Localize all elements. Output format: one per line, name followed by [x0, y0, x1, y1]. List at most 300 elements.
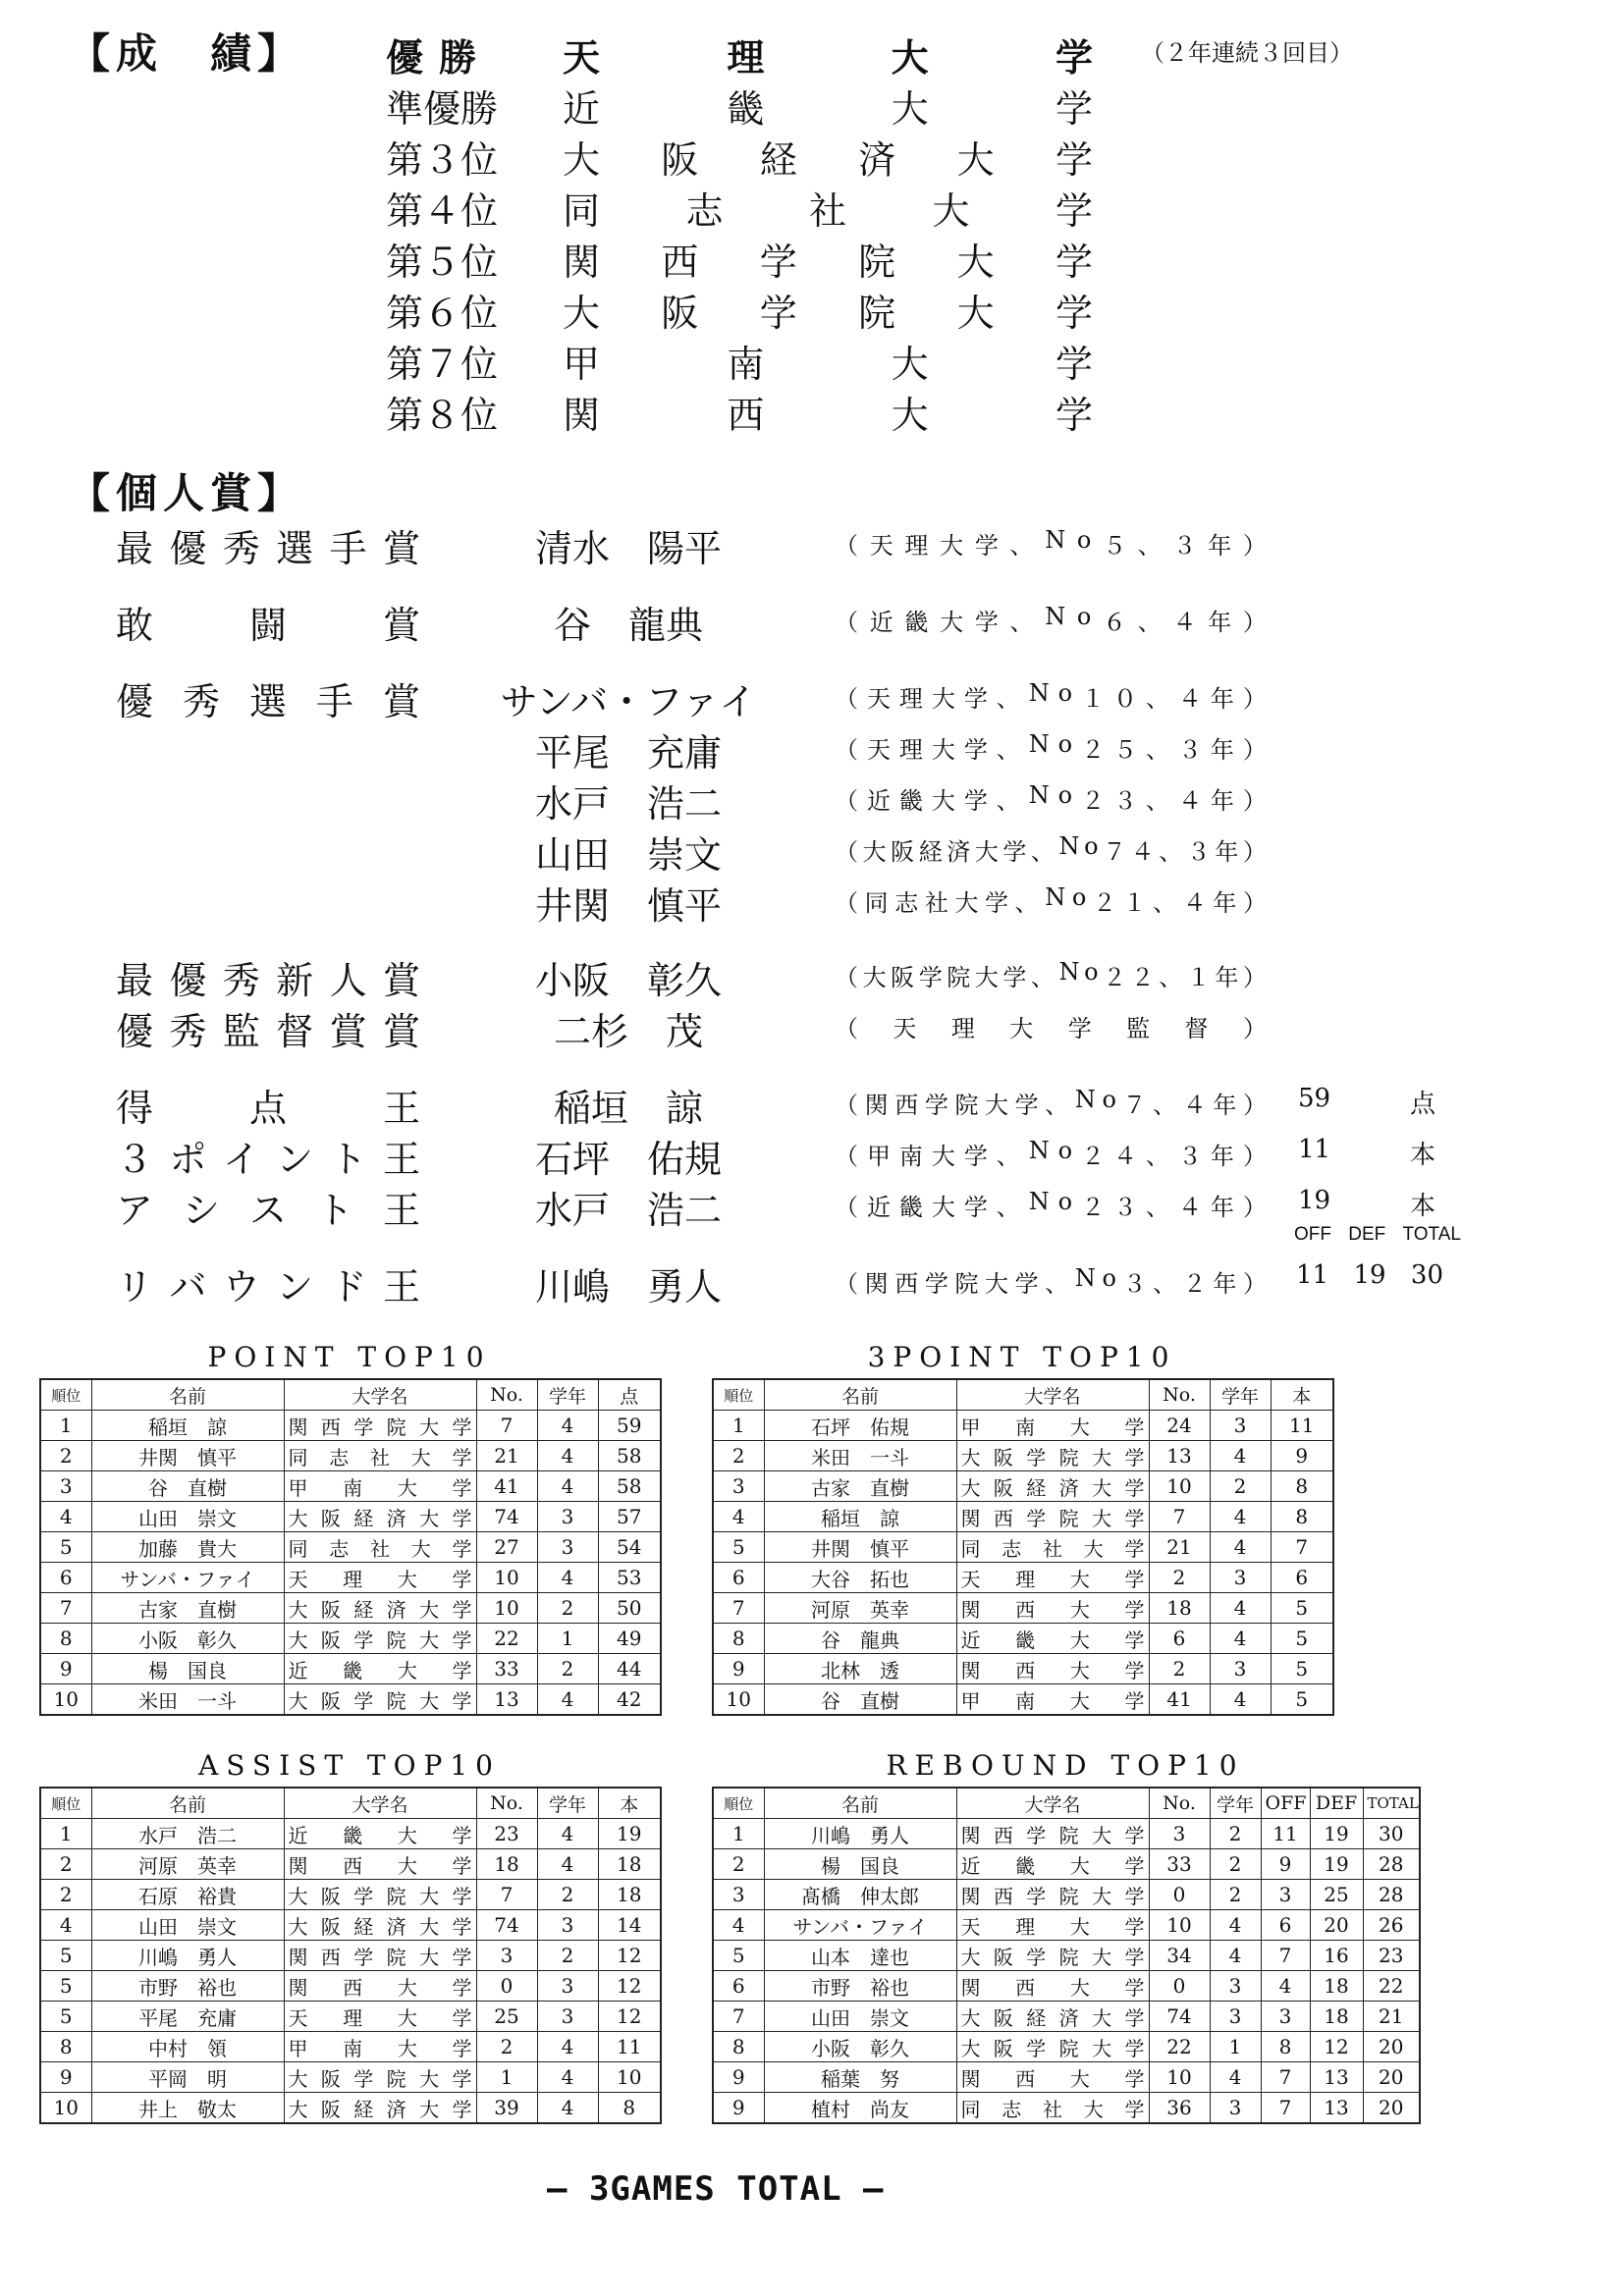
table-cell: 13	[1149, 1441, 1210, 1471]
column-header: No.	[476, 1379, 537, 1411]
table-row	[713, 1654, 1333, 1684]
award-winner-info: （ 近 畿 大 学 、 N o ２ ３ 、 ４ 年 ）	[835, 1188, 1267, 1221]
table-cell: 山本 達也	[764, 1941, 956, 1971]
table-cell: 23	[476, 1819, 537, 1849]
rebound-def-value: 19	[1353, 1260, 1386, 1290]
table-cell: 山田 崇文	[764, 2002, 956, 2032]
table-cell: 3	[713, 1880, 764, 1910]
table-row	[40, 2062, 661, 2093]
table-cell: 1	[1210, 2032, 1261, 2062]
table-header-row	[713, 1788, 1420, 1819]
table-cell: 関 西 学 院 大 学	[284, 1411, 476, 1441]
table-cell: 19	[598, 1819, 661, 1849]
table-cell: 近 畿 大 学	[284, 1654, 476, 1684]
table-cell: 1	[476, 2062, 537, 2093]
column-header: 名前	[764, 1379, 956, 1411]
award-stat	[1298, 1135, 1435, 1171]
table-cell: 5	[1271, 1624, 1333, 1654]
table-cell: 大谷 拓也	[764, 1563, 956, 1593]
table-cell: 古家 直樹	[764, 1471, 956, 1502]
table-cell: 1	[537, 1624, 598, 1654]
table-cell: 山田 崇文	[91, 1910, 284, 1941]
award-winner-name: 平尾 充庸	[534, 731, 722, 774]
table-cell: 関 西 大 学	[956, 1654, 1149, 1684]
table-cell: 2	[1210, 1849, 1261, 1880]
table-cell: 7	[1149, 1502, 1210, 1532]
table-cell: 植村 尚友	[764, 2093, 956, 2124]
table-cell: 19	[1310, 1819, 1363, 1849]
award-winner-name: 井関 慎平	[534, 884, 722, 928]
table-row	[713, 1441, 1333, 1471]
table-cell: 関 西 大 学	[956, 1971, 1149, 2002]
table-cell: 25	[1310, 1880, 1363, 1910]
table-cell: 6	[713, 1563, 764, 1593]
table-cell: 3	[537, 1532, 598, 1563]
table-cell: 12	[598, 1941, 661, 1971]
table-cell: 16	[1310, 1941, 1363, 1971]
table-row	[713, 1532, 1333, 1563]
table-cell: 市野 裕也	[91, 1971, 284, 2002]
table-cell: 関 西 大 学	[956, 1593, 1149, 1624]
table-cell: 10	[40, 1684, 91, 1716]
table-cell: 大 阪 経 済 大 学	[284, 1502, 476, 1532]
table-cell: 4	[1210, 1624, 1271, 1654]
table-cell: 41	[1149, 1684, 1210, 1716]
table-row	[713, 1819, 1420, 1849]
table-cell: 3	[476, 1941, 537, 1971]
table-cell: 近 畿 大 学	[284, 1819, 476, 1849]
table-cell: 22	[1363, 1971, 1420, 2002]
table-row	[713, 1849, 1420, 1880]
table-cell: 7	[1271, 1532, 1333, 1563]
table-cell: 山田 崇文	[91, 1502, 284, 1532]
award-label: 最 優 秀 新 人 賞	[116, 959, 420, 1002]
table-cell: 5	[40, 1941, 91, 1971]
table-cell: 41	[476, 1471, 537, 1502]
table-cell: 谷 直樹	[764, 1684, 956, 1716]
award-winner-name: サンバ・ファイ	[500, 680, 757, 723]
column-header: 大学名	[956, 1788, 1149, 1819]
assist-table-title: ASSIST TOP10	[197, 1749, 501, 1782]
table-cell: 24	[1149, 1411, 1210, 1441]
award-winner-info: （ 大 阪 学 院 大 学 、 N o ２ ２ 、 １ 年 ）	[835, 958, 1267, 991]
column-header: 名前	[91, 1788, 284, 1819]
table-cell: 8	[713, 1624, 764, 1654]
three-table-title: 3POINT TOP10	[867, 1341, 1177, 1373]
award-winner-info: （ 天 理 大 学 監 督 ）	[835, 1015, 1267, 1042]
column-header: 順位	[713, 1788, 764, 1819]
column-header: No.	[1149, 1788, 1210, 1819]
table-cell: 4	[40, 1910, 91, 1941]
table-cell: 3	[1210, 2093, 1261, 2124]
table-cell: 26	[1363, 1910, 1420, 1941]
table-cell: 2	[713, 1441, 764, 1471]
table-cell: 9	[713, 2093, 764, 2124]
table-cell: 4	[537, 2062, 598, 2093]
table-cell: 2	[537, 1593, 598, 1624]
table-cell: 近 畿 大 学	[956, 1624, 1149, 1654]
table-cell: 20	[1310, 1910, 1363, 1941]
award-winner-name: 谷 龍典	[553, 604, 703, 647]
table-cell: 10	[40, 2093, 91, 2124]
table-cell: 中村 領	[91, 2032, 284, 2062]
table-cell: 井関 慎平	[91, 1441, 284, 1471]
table-cell: 大 阪 学 院 大 学	[284, 1624, 476, 1654]
award-label: 優 秀 監 督 賞 賞	[116, 1010, 420, 1053]
award-winner-name: 石坪 佑規	[534, 1138, 722, 1181]
result-university: 同 志 社 大 学	[563, 189, 1093, 233]
table-row	[713, 1502, 1333, 1532]
result-rank: 第８位	[386, 394, 499, 437]
table-cell: 25	[476, 2002, 537, 2032]
table-row	[713, 1880, 1420, 1910]
awards-heading: 【個人賞】	[69, 469, 305, 517]
table-cell: 3	[40, 1471, 91, 1502]
result-university: 関 西 大 学	[563, 394, 1093, 437]
table-cell: 谷 龍典	[764, 1624, 956, 1654]
table-cell: 谷 直樹	[91, 1471, 284, 1502]
table-cell: 6	[1149, 1624, 1210, 1654]
table-cell: 4	[1261, 1971, 1310, 2002]
award-winner-name: 水戸 浩二	[534, 782, 722, 826]
table-cell: 13	[1310, 2062, 1363, 2093]
table-cell: 4	[537, 1411, 598, 1441]
result-rank: 第６位	[386, 292, 499, 335]
table-row	[713, 1563, 1333, 1593]
award-label: 最 優 秀 選 手 賞	[116, 527, 420, 570]
table-cell: 12	[1310, 2032, 1363, 2062]
table-row	[713, 1941, 1420, 1971]
award-stat-unit: 点	[1409, 1090, 1435, 1119]
table-cell: 関 西 学 院 大 学	[956, 1880, 1149, 1910]
table-cell: 2	[1149, 1563, 1210, 1593]
column-header: 本	[598, 1788, 661, 1819]
table-cell: 5	[40, 1532, 91, 1563]
table-row	[40, 1849, 661, 1880]
table-cell: 21	[1363, 2002, 1420, 2032]
table-cell: 4	[1210, 1941, 1261, 1971]
table-cell: 18	[1310, 1971, 1363, 2002]
award-winner-info: （ 関 西 学 院 大 学 、 N o ３ 、 ２ 年 ）	[835, 1264, 1267, 1298]
table-cell: 2	[537, 1941, 598, 1971]
table-cell: 0	[1149, 1971, 1210, 2002]
rebound-total-label: TOTAL	[1402, 1224, 1461, 1245]
column-header: No.	[476, 1788, 537, 1819]
table-cell: 5	[1271, 1654, 1333, 1684]
table-cell: 20	[1363, 2032, 1420, 2062]
table-cell: 58	[598, 1471, 661, 1502]
table-row	[713, 1411, 1333, 1441]
table-cell: 34	[1149, 1941, 1210, 1971]
table-row	[713, 2062, 1420, 2093]
award-winner-info: （ 甲 南 大 学 、 N o ２ ４ 、 ３ 年 ）	[835, 1137, 1267, 1170]
table-row	[40, 1411, 661, 1441]
table-cell: 天 理 大 学	[956, 1563, 1149, 1593]
table-cell: 2	[40, 1880, 91, 1910]
table-row	[713, 2032, 1420, 2062]
column-header: OFF	[1261, 1788, 1310, 1819]
table-cell: 4	[537, 1684, 598, 1716]
rebound-total-value: 30	[1410, 1260, 1443, 1290]
result-university: 大 阪 経 済 大 学	[563, 138, 1093, 182]
table-cell: 18	[598, 1880, 661, 1910]
table-cell: 石原 裕貴	[91, 1880, 284, 1910]
table-cell: 27	[476, 1532, 537, 1563]
table-cell: 21	[476, 1441, 537, 1471]
table-cell: 平岡 明	[91, 2062, 284, 2093]
table-row	[40, 1819, 661, 1849]
table-cell: 3	[1210, 1563, 1271, 1593]
column-header: 本	[1271, 1379, 1333, 1411]
award-stat-value: 11	[1298, 1135, 1331, 1164]
table-cell: 4	[1210, 1684, 1271, 1716]
award-stat-value: 19	[1298, 1186, 1331, 1215]
table-cell: 天 理 大 学	[284, 2002, 476, 2032]
table-cell: 3	[1261, 2002, 1310, 2032]
table-cell: 10	[598, 2062, 661, 2093]
table-cell: 4	[1210, 1910, 1261, 1941]
result-university: 天 理 大 学	[563, 36, 1093, 80]
award-winner-name: 二杉 茂	[553, 1010, 703, 1053]
table-cell: 2	[537, 1654, 598, 1684]
table-cell: 50	[598, 1593, 661, 1624]
table-cell: 14	[598, 1910, 661, 1941]
table-cell: 22	[1149, 2032, 1210, 2062]
table-cell: 4	[537, 1819, 598, 1849]
column-header: DEF	[1310, 1788, 1363, 1819]
results-heading: 【成 績】	[69, 29, 305, 78]
award-winner-info: （ 大 阪 経 済 大 学 、 N o ７ ４ 、 ３ 年 ）	[835, 832, 1267, 866]
table-cell: 11	[598, 2032, 661, 2062]
table-cell: 井上 敬太	[91, 2093, 284, 2124]
table-cell: 18	[476, 1849, 537, 1880]
table-cell: 近 畿 大 学	[956, 1849, 1149, 1880]
column-header: 点	[598, 1379, 661, 1411]
three-point-top10-table	[712, 1378, 1334, 1716]
table-cell: 関 西 学 院 大 学	[956, 1502, 1149, 1532]
table-cell: 11	[1261, 1819, 1310, 1849]
table-row	[713, 1684, 1333, 1716]
table-cell: 4	[1210, 1593, 1271, 1624]
column-header: 大学名	[284, 1379, 476, 1411]
award-winner-info: （ 天 理 大 学 、 N o １ ０ 、 ４ 年 ）	[835, 679, 1267, 713]
column-header: 順位	[713, 1379, 764, 1411]
table-cell: 13	[1310, 2093, 1363, 2124]
result-rank: 第４位	[386, 189, 499, 233]
table-cell: 28	[1363, 1849, 1420, 1880]
award-stat	[1298, 1186, 1435, 1222]
table-row	[40, 2093, 661, 2124]
table-cell: 3	[537, 1502, 598, 1532]
table-row	[713, 1471, 1333, 1502]
table-cell: 3	[1210, 1971, 1261, 2002]
table-cell: 1	[713, 1411, 764, 1441]
table-cell: 10	[476, 1563, 537, 1593]
table-cell: 川嶋 勇人	[764, 1819, 956, 1849]
table-cell: 49	[598, 1624, 661, 1654]
table-cell: 同 志 社 大 学	[956, 1532, 1149, 1563]
table-cell: 3	[713, 1471, 764, 1502]
table-cell: 井関 慎平	[764, 1532, 956, 1563]
award-winner-name: 山田 崇文	[534, 833, 722, 877]
table-row	[40, 1593, 661, 1624]
table-cell: 4	[713, 1502, 764, 1532]
table-cell: 4	[1210, 1441, 1271, 1471]
point-table-title: POINT TOP10	[207, 1341, 492, 1373]
table-row	[40, 1910, 661, 1941]
table-cell: 9	[713, 2062, 764, 2093]
table-header-row	[40, 1379, 661, 1411]
table-cell: 12	[598, 1971, 661, 2002]
result-rank: 第５位	[386, 240, 499, 284]
table-cell: 10	[476, 1593, 537, 1624]
table-header-row	[713, 1379, 1333, 1411]
table-cell: サンバ・ファイ	[91, 1563, 284, 1593]
table-cell: 米田 一斗	[91, 1684, 284, 1716]
table-cell: 5	[1271, 1593, 1333, 1624]
table-cell: 2	[476, 2032, 537, 2062]
table-cell: 平尾 充庸	[91, 2002, 284, 2032]
table-cell: 39	[476, 2093, 537, 2124]
table-cell: 23	[1363, 1941, 1420, 1971]
table-cell: 関 西 大 学	[284, 1849, 476, 1880]
table-cell: 8	[40, 2032, 91, 2062]
table-row	[40, 1502, 661, 1532]
award-label: リ バ ウ ン ド 王	[116, 1265, 420, 1308]
award-winner-info: （ 天 理 大 学 、 N o ５ 、 ３ 年 ）	[835, 526, 1267, 560]
column-header: 学年	[1210, 1379, 1271, 1411]
table-cell: 7	[1261, 2062, 1310, 2093]
table-cell: 44	[598, 1654, 661, 1684]
award-winner-info: （ 同 志 社 大 学 、 N o ２ １ 、 ４ 年 ）	[835, 883, 1267, 917]
table-cell: 古家 直樹	[91, 1593, 284, 1624]
table-cell: 8	[1261, 2032, 1310, 2062]
table-cell: 2	[1210, 1819, 1261, 1849]
result-rank: 第７位	[386, 343, 499, 386]
table-cell: 大 阪 学 院 大 学	[956, 1441, 1149, 1471]
table-cell: 天 理 大 学	[284, 1563, 476, 1593]
table-cell: 4	[537, 1849, 598, 1880]
award-winner-info: （ 近 畿 大 学 、 N o ６ 、 ４ 年 ）	[835, 603, 1267, 636]
table-cell: 河原 英幸	[764, 1593, 956, 1624]
award-label: ３ ポ イ ン ト 王	[116, 1138, 420, 1181]
table-cell: 加藤 貴大	[91, 1532, 284, 1563]
result-university: 甲 南 大 学	[563, 343, 1093, 386]
award-stat-unit: 本	[1409, 1141, 1435, 1170]
table-cell: 8	[1271, 1471, 1333, 1502]
table-cell: 1	[40, 1411, 91, 1441]
table-cell: 33	[476, 1654, 537, 1684]
table-row	[40, 1563, 661, 1593]
rebound-award-header	[1294, 1224, 1461, 1246]
table-cell: 4	[1210, 1502, 1271, 1532]
table-row	[40, 1654, 661, 1684]
results-note: （２年連続３回目）	[1141, 39, 1353, 67]
table-cell: 5	[1271, 1684, 1333, 1716]
table-cell: 川嶋 勇人	[91, 1941, 284, 1971]
table-cell: 74	[1149, 2002, 1210, 2032]
rebound-def-label: DEF	[1348, 1224, 1386, 1245]
table-cell: 5	[40, 1971, 91, 2002]
table-cell: 3	[1149, 1819, 1210, 1849]
table-cell: 8	[713, 2032, 764, 2062]
table-cell: 2	[537, 1880, 598, 1910]
table-cell: 甲 南 大 学	[284, 2032, 476, 2062]
table-cell: 稲葉 努	[764, 2062, 956, 2093]
table-row	[40, 1532, 661, 1563]
table-cell: 12	[598, 2002, 661, 2032]
point-top10-table	[39, 1378, 662, 1716]
table-cell: 4	[713, 1910, 764, 1941]
table-cell: 2	[1210, 1471, 1271, 1502]
column-header: 学年	[1210, 1788, 1261, 1819]
award-winner-info: （ 関 西 学 院 大 学 、 N o ７ 、 ４ 年 ）	[835, 1086, 1267, 1119]
table-cell: 3	[537, 1910, 598, 1941]
table-row	[40, 1880, 661, 1910]
award-label: 優 秀 選 手 賞	[116, 680, 420, 723]
table-cell: 大 阪 学 院 大 学	[284, 2062, 476, 2093]
table-cell: 10	[1149, 1471, 1210, 1502]
table-cell: 髙橋 伸太郎	[764, 1880, 956, 1910]
table-cell: 7	[713, 1593, 764, 1624]
table-cell: 11	[1271, 1411, 1333, 1441]
table-cell: 4	[537, 1563, 598, 1593]
table-cell: 7	[1261, 1941, 1310, 1971]
table-cell: 9	[713, 1654, 764, 1684]
table-cell: 大 阪 学 院 大 学	[284, 1880, 476, 1910]
table-cell: 8	[40, 1624, 91, 1654]
award-stat-value: 59	[1298, 1084, 1331, 1113]
table-row	[713, 2002, 1420, 2032]
table-cell: 3	[537, 2002, 598, 2032]
column-header: 学年	[537, 1379, 598, 1411]
table-cell: 9	[1271, 1441, 1333, 1471]
table-cell: 7	[40, 1593, 91, 1624]
table-cell: 4	[537, 1441, 598, 1471]
table-cell: 9	[40, 2062, 91, 2093]
table-cell: 7	[1261, 2093, 1310, 2124]
table-header-row	[40, 1788, 661, 1819]
table-cell: 北林 透	[764, 1654, 956, 1684]
table-cell: 大 阪 経 済 大 学	[284, 1910, 476, 1941]
table-cell: 57	[598, 1502, 661, 1532]
table-cell: 74	[476, 1502, 537, 1532]
table-cell: 3	[1261, 1880, 1310, 1910]
award-winner-name: 川嶋 勇人	[534, 1265, 722, 1308]
table-cell: 関 西 学 院 大 学	[284, 1941, 476, 1971]
table-row	[40, 1471, 661, 1502]
table-row	[40, 2002, 661, 2032]
table-cell: 58	[598, 1441, 661, 1471]
table-cell: 市野 裕也	[764, 1971, 956, 2002]
table-cell: 10	[713, 1684, 764, 1716]
table-cell: 3	[537, 1971, 598, 2002]
table-cell: サンバ・ファイ	[764, 1910, 956, 1941]
table-cell: 小阪 彰久	[764, 2032, 956, 2062]
table-row	[40, 2032, 661, 2062]
column-header: 順位	[40, 1788, 91, 1819]
column-header: 大学名	[956, 1379, 1149, 1411]
table-cell: 74	[476, 1910, 537, 1941]
table-cell: 2	[1210, 1880, 1261, 1910]
table-cell: 9	[40, 1654, 91, 1684]
table-cell: 大 阪 経 済 大 学	[956, 1471, 1149, 1502]
table-cell: 6	[1271, 1563, 1333, 1593]
award-label: 敢 闘 賞	[116, 604, 420, 647]
result-university: 近 畿 大 学	[563, 87, 1093, 131]
table-cell: 0	[1149, 1880, 1210, 1910]
table-cell: 53	[598, 1563, 661, 1593]
